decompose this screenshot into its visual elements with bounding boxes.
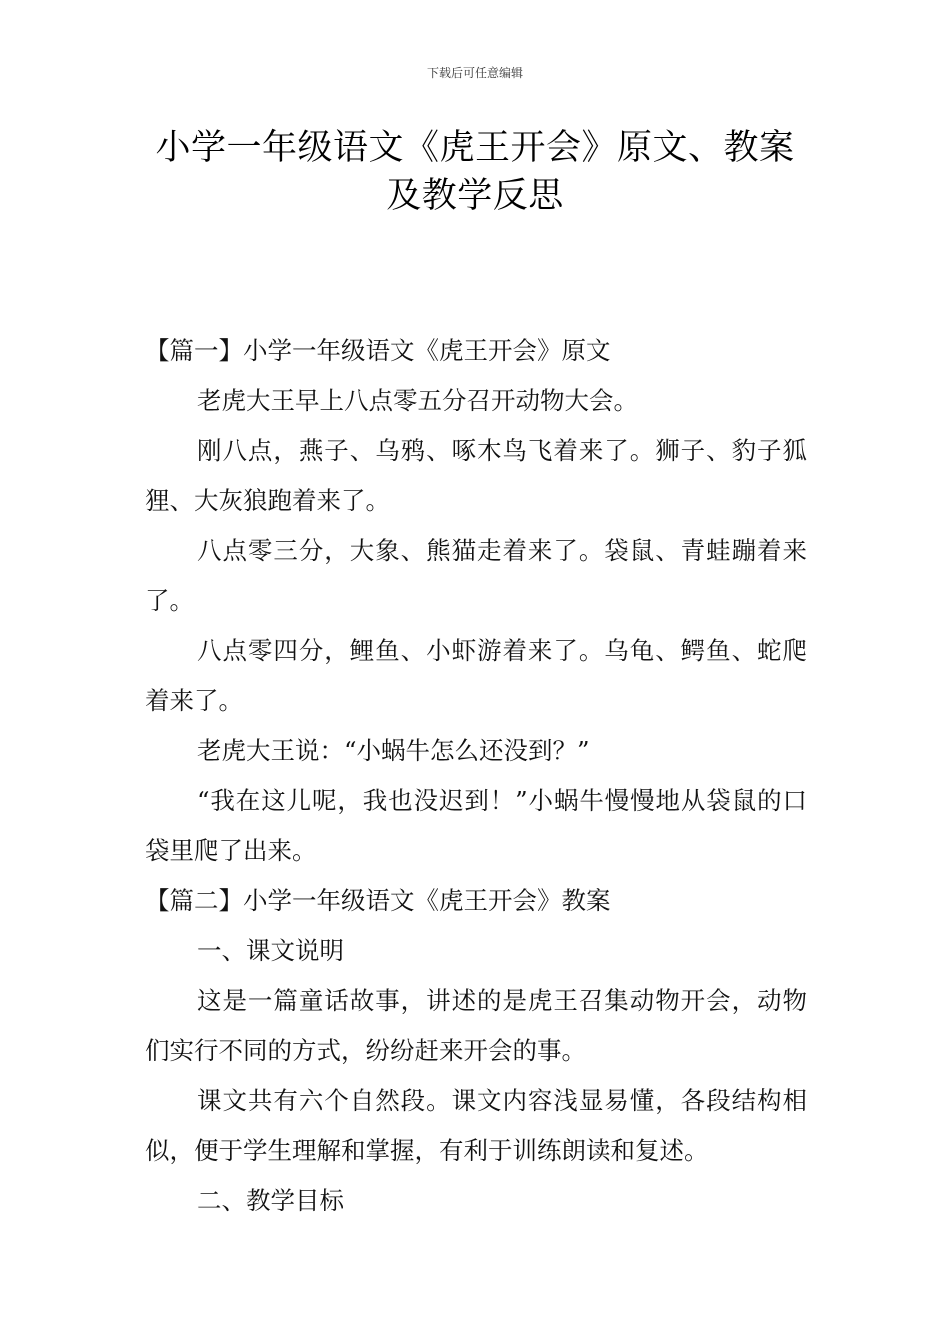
paragraph: 这是一篇童话故事，讲述的是虎王召集动物开会，动物们实行不同的方式，纷纷赶来开会的事。 — [145, 986, 807, 1065]
paragraph: 【篇二】小学一年级语文《虎王开会》教案 — [145, 886, 611, 915]
title-line-2: 及教学反思 — [386, 176, 564, 216]
paragraph: “我在这儿呢，我也没迟到！”小蜗牛慢慢地从袋鼠的口袋里爬了出来。 — [145, 786, 807, 865]
paragraph: 二、教学目标 — [197, 1186, 344, 1215]
title-line-1: 小学一年级语文《虎王开会》原文、教案 — [155, 128, 795, 168]
paragraph: 八点零四分，鲤鱼、小虾游着来了。乌龟、鳄鱼、蛇爬着来了。 — [145, 636, 807, 715]
paragraph: 刚八点，燕子、乌鸦、啄木鸟飞着来了。狮子、豹子狐狸、大灰狼跑着来了。 — [145, 436, 807, 515]
paragraph: 【篇一】小学一年级语文《虎王开会》原文 — [145, 336, 611, 365]
paragraph: 老虎大王说：“小蜗牛怎么还没到？” — [197, 736, 590, 765]
header-note: 下载后可任意编辑 — [426, 66, 523, 80]
document-body — [145, 326, 807, 1226]
paragraph: 老虎大王早上八点零五分召开动物大会。 — [197, 386, 638, 415]
paragraph: 课文共有六个自然段。课文内容浅显易懂，各段结构相似，便于学生理解和掌握，有利于训练朗读和复述。 — [145, 1086, 807, 1165]
paragraph: 一、课文说明 — [197, 936, 344, 965]
document-title — [120, 124, 830, 220]
paragraph: 八点零三分，大象、熊猫走着来了。袋鼠、青蛙蹦着来了。 — [145, 536, 807, 615]
